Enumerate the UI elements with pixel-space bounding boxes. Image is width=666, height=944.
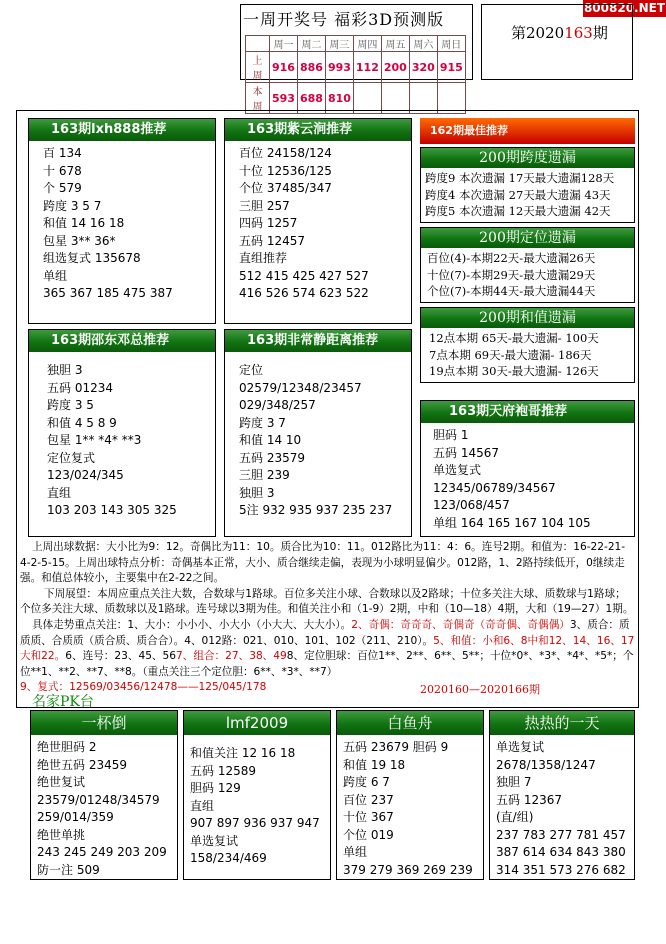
panel-line: 胆码 1 xyxy=(433,428,469,442)
bottom-line: (直/组) xyxy=(496,810,534,824)
bottom-line: 237 783 277 781 457 xyxy=(496,827,626,842)
bottom-line: 单选复试 xyxy=(190,833,239,848)
panel-lxh888 xyxy=(28,118,216,324)
panel-line: 十 678 xyxy=(43,163,82,178)
bottom-panel-title: 白鱼舟 xyxy=(337,711,483,735)
panel-shaodong xyxy=(28,329,216,537)
bottom-line: 259/014/359 xyxy=(37,810,114,824)
panel-line: 512 415 425 427 527 xyxy=(239,268,369,283)
bottom-panel-baiyuzhou xyxy=(336,710,484,880)
bottom-line: 单组 xyxy=(343,845,368,859)
analysis-text xyxy=(20,540,635,680)
box-title: 200期和值遗漏 xyxy=(421,308,634,328)
weekday-cell: 周日 xyxy=(437,36,465,52)
bottom-line: 314 351 573 276 682 xyxy=(496,862,626,877)
panel-line: 跨度 3 5 7 xyxy=(43,198,102,213)
draw-cell: 886 xyxy=(297,52,325,83)
panel-line: 直组 xyxy=(47,485,72,500)
panel-body xyxy=(225,352,411,520)
bottom-line: 379 279 369 269 239 xyxy=(343,862,473,877)
box-body xyxy=(421,248,634,300)
panel-line: 123/024/345 xyxy=(47,468,124,482)
bottom-panel-yibeidao xyxy=(30,710,178,880)
analysis-para: 下周展望：本周应重点关注大数，合数球与1路球。百位多关注小球、合数球以及2路球；十位多关注大球、质数球与1路球；个位多关注大球、质数球以及1路球。连号球以3期为佳。和值关注小和（1-9）2期，中和（10—18）4期，大和（19—27）1期。 xyxy=(20,587,634,616)
box-body xyxy=(421,168,634,220)
bottom-line: 907 897 936 937 947 xyxy=(190,816,320,830)
draw-cell: 200 xyxy=(381,52,409,83)
box-line: 跨度5 本次遗漏 12天最大遗漏 42天 xyxy=(425,204,611,218)
panel-line: 三胆 239 xyxy=(239,468,290,482)
draw-cell xyxy=(409,83,437,114)
panel-tianfu xyxy=(420,400,635,537)
panel-line: 定位复式 xyxy=(47,450,96,465)
site-watermark: 800820.NET xyxy=(583,1,666,15)
issue-number xyxy=(511,22,608,43)
bottom-panel-title: lmf2009 xyxy=(184,711,330,735)
box-body xyxy=(421,328,634,380)
bottom-line: 23579/01248/34579 xyxy=(37,792,160,807)
analysis-item: 6、连号：23、45、56 xyxy=(65,650,177,663)
panel-line: 百 134 xyxy=(43,146,82,160)
bottom-panel-title: 热热的一天 xyxy=(490,711,634,735)
draw-cell: 915 xyxy=(437,52,465,83)
box-line: 跨度9 本次遗漏 17天最大遗漏128天 xyxy=(425,171,615,185)
box-line: 个位(7)-本期44天-最大遗漏44天 xyxy=(427,284,596,298)
analysis-item: 5、和值：小和6、8中和12、14、16、17大和22。 xyxy=(20,634,635,663)
panel-line: 四码 1257 xyxy=(239,216,298,230)
panel-line: 02579/12348/23457 xyxy=(239,380,362,395)
bottom-line: 十位 367 xyxy=(343,810,394,824)
box-line: 百位(4)-本期22天-最大遗漏26天 xyxy=(427,251,596,265)
panel-line: 单组 164 165 167 104 105 xyxy=(433,515,591,530)
bottom-line: 防一注 509 xyxy=(37,862,100,877)
draw-cell xyxy=(353,83,381,114)
panel-body xyxy=(29,141,215,303)
panel-line: 单选复式 xyxy=(433,463,482,477)
bottom-panel-body xyxy=(31,735,177,879)
box-title: 200期定位遗漏 xyxy=(421,228,634,248)
panel-line: 包星 1** *4* **3 xyxy=(47,433,142,447)
bottom-panel-body xyxy=(184,735,330,868)
favorite-line: 9、复式：12569/03456/12478——125/045/178 xyxy=(20,681,267,693)
bottom-panel-title: 一杯倒 xyxy=(31,711,177,735)
bottom-line: 387 614 634 843 380 xyxy=(496,845,626,859)
draw-cell: 320 xyxy=(409,52,437,83)
table-row xyxy=(246,83,466,114)
bottom-line: 绝世五码 23459 xyxy=(37,757,127,772)
sum-miss-box xyxy=(420,307,635,383)
bottom-line: 158/234/469 xyxy=(190,851,267,865)
analysis-para: 上周出球数据：大小比为9：12。奇偶比为11：10。质合比为10：11。012路比为11：4：6。连号2期。和值为：16-22-21-4-2-5-15。上周出球特点分析：奇偶基本正常，大小、质合继续走偏，表现为小球明显偏少。012路，1、2路持续低开，0继续走强。和值总体较小，主要集中在2-22之间。 xyxy=(20,541,626,585)
box-line: 19点本期 30天-最大遗漏- 126天 xyxy=(429,364,599,378)
box-title: 200期跨度遗漏 xyxy=(421,148,634,168)
weekday-cell: 周五 xyxy=(381,36,409,52)
bottom-line: 个位 019 xyxy=(343,827,394,842)
panel-line: 百位 24158/124 xyxy=(239,146,332,160)
panel-line: 独胆 3 xyxy=(47,363,83,377)
panel-line: 12345/06789/34567 xyxy=(433,480,556,495)
analysis-item: 1、大小：小小小、小大小（小大大、大大小）。 xyxy=(127,618,352,631)
bottom-panel-rerede xyxy=(489,710,635,880)
bottom-line: 和值 19 18 xyxy=(343,757,406,772)
bottom-line: 独胆 7 xyxy=(496,775,532,789)
issue-prefix: 第2020 xyxy=(511,24,565,42)
header-title: 一周开奖号 福彩3D预测版 xyxy=(243,10,445,29)
bottom-line: 2678/1358/1247 xyxy=(496,757,596,772)
panel-line: 个 579 xyxy=(43,181,82,195)
position-miss-box xyxy=(420,227,635,303)
table-header-row xyxy=(246,36,466,52)
panel-line: 五码 14567 xyxy=(433,445,499,460)
bottom-line: 绝世复试 xyxy=(37,775,86,789)
analysis-para xyxy=(20,618,635,680)
bottom-line: 五码 23679 胆码 9 xyxy=(343,740,449,754)
bottom-line: 243 245 249 203 209 xyxy=(37,845,167,859)
bottom-line: 和值关注 12 16 18 xyxy=(190,746,296,760)
panel-line: 直组推荐 xyxy=(239,251,288,265)
bottom-line: 直组 xyxy=(190,798,215,813)
span-miss-box xyxy=(420,147,635,223)
analysis-lead: 具体走势重点关注： xyxy=(32,618,128,631)
panel-line: 十位 12536/125 xyxy=(239,163,332,178)
panel-line: 416 526 574 623 522 xyxy=(239,286,369,300)
draw-cell: 593 xyxy=(270,83,298,114)
box-line: 12点本期 65天-最大遗漏- 100天 xyxy=(429,331,599,345)
panel-line: 单组 xyxy=(43,268,68,283)
panel-line: 五码 01234 xyxy=(47,380,113,395)
box-line: 跨度4 本次遗漏 27天最大遗漏 43天 xyxy=(425,187,611,202)
draw-cell: 916 xyxy=(270,52,298,83)
panel-line: 跨度 3 5 xyxy=(47,398,94,412)
analysis-item: 8、定位胆球：百位1**、2**、6**、5**；十位*0*、*3*、*4*、*5*；个位**1、**2、**7、**8。（重点关注三个定位胆：6**、*3*、**7） xyxy=(20,650,634,678)
draw-cell: 993 xyxy=(325,52,353,83)
row-label: 上周 xyxy=(246,52,270,83)
panel-line: 定位 xyxy=(239,363,264,377)
panel-title: 163期非常静距离推荐 xyxy=(225,330,411,352)
bottom-line: 百位 237 xyxy=(343,792,394,807)
bottom-line: 五码 12367 xyxy=(496,792,562,807)
panel-title: 163期紫云涧推荐 xyxy=(225,119,411,141)
panel-feichang xyxy=(224,329,412,537)
analysis-item: 7、组合：27、38、49 xyxy=(176,650,287,663)
bottom-panel-body xyxy=(337,735,483,879)
bottom-line: 五码 12589 xyxy=(190,763,256,778)
panel-line: 组选复式 135678 xyxy=(43,251,141,265)
panel-line: 和值 14 10 xyxy=(239,433,302,447)
weekday-cell: 周六 xyxy=(409,36,437,52)
panel-line: 个位 37485/347 xyxy=(239,181,332,195)
weekday-cell: 周四 xyxy=(353,36,381,52)
weekday-cell: 周二 xyxy=(297,36,325,52)
panel-line: 123/068/457 xyxy=(433,498,510,512)
weekday-cell: 周三 xyxy=(325,36,353,52)
weekly-draw-table xyxy=(245,35,466,114)
draw-cell xyxy=(381,83,409,114)
box-line: 十位(7)-本期29天-最大遗漏29天 xyxy=(427,267,596,282)
bottom-panel-lmf2009 xyxy=(183,710,331,880)
draw-cell: 688 xyxy=(297,83,325,114)
panel-line: 365 367 185 475 387 xyxy=(43,286,173,300)
draw-cell: 810 xyxy=(325,83,353,114)
issue-range: 2020160—2020166期 xyxy=(420,683,540,696)
panel-line: 和值 14 16 18 xyxy=(43,216,125,230)
panel-line: 029/348/257 xyxy=(239,398,316,412)
weekday-cell: 周一 xyxy=(270,36,298,52)
issue-suffix: 期 xyxy=(592,24,608,42)
panel-line: 五码 12457 xyxy=(239,233,305,248)
analysis-item: 4、012路：021、010、101、102（211、210）。 xyxy=(184,634,434,647)
panel-line: 独胆 3 xyxy=(239,485,275,500)
best-recommend-banner: 162期最佳推荐 xyxy=(420,118,635,144)
panel-line: 三胆 257 xyxy=(239,198,290,213)
pk-section-title: 名家PK台 xyxy=(32,694,94,710)
bottom-line: 单选复试 xyxy=(496,740,545,754)
table-row xyxy=(246,52,466,83)
box-line: 7点本期 69天-最大遗漏- 186天 xyxy=(429,347,592,362)
panel-body xyxy=(225,141,411,303)
issue-num: 163 xyxy=(564,24,593,42)
panel-line: 和值 4 5 8 9 xyxy=(47,415,117,430)
draw-cell: 112 xyxy=(353,52,381,83)
panel-title: 163期天府袍哥推荐 xyxy=(421,401,634,423)
analysis-item: 3、质合：质质质、合质质（质合质、质合合）。 xyxy=(20,618,630,647)
panel-body xyxy=(421,423,634,532)
draw-cell xyxy=(437,83,465,114)
panel-line: 五码 23579 xyxy=(239,450,305,465)
bottom-line: 跨度 6 7 xyxy=(343,775,390,789)
bottom-line: 绝世胆码 2 xyxy=(37,740,97,754)
analysis-item: 2、奇偶：奇奇奇、奇偶奇（奇奇偶、奇偶偶） xyxy=(351,618,570,631)
panel-body xyxy=(29,352,215,520)
bottom-line: 胆码 129 xyxy=(190,781,241,795)
panel-line: 跨度 3 7 xyxy=(239,415,286,430)
panel-title: 163期lxh888推荐 xyxy=(29,119,215,141)
panel-ziyunjian xyxy=(224,118,412,324)
panel-line: 5注 932 935 937 235 237 xyxy=(239,503,393,517)
panel-title: 163期邵东邓总推荐 xyxy=(29,330,215,352)
row-label: 本周 xyxy=(246,83,270,114)
bottom-line: 绝世单挑 xyxy=(37,827,86,842)
panel-line: 包星 3** 36* xyxy=(43,233,116,248)
panel-line: 103 203 143 305 325 xyxy=(47,503,177,517)
bottom-panel-body xyxy=(490,735,634,879)
